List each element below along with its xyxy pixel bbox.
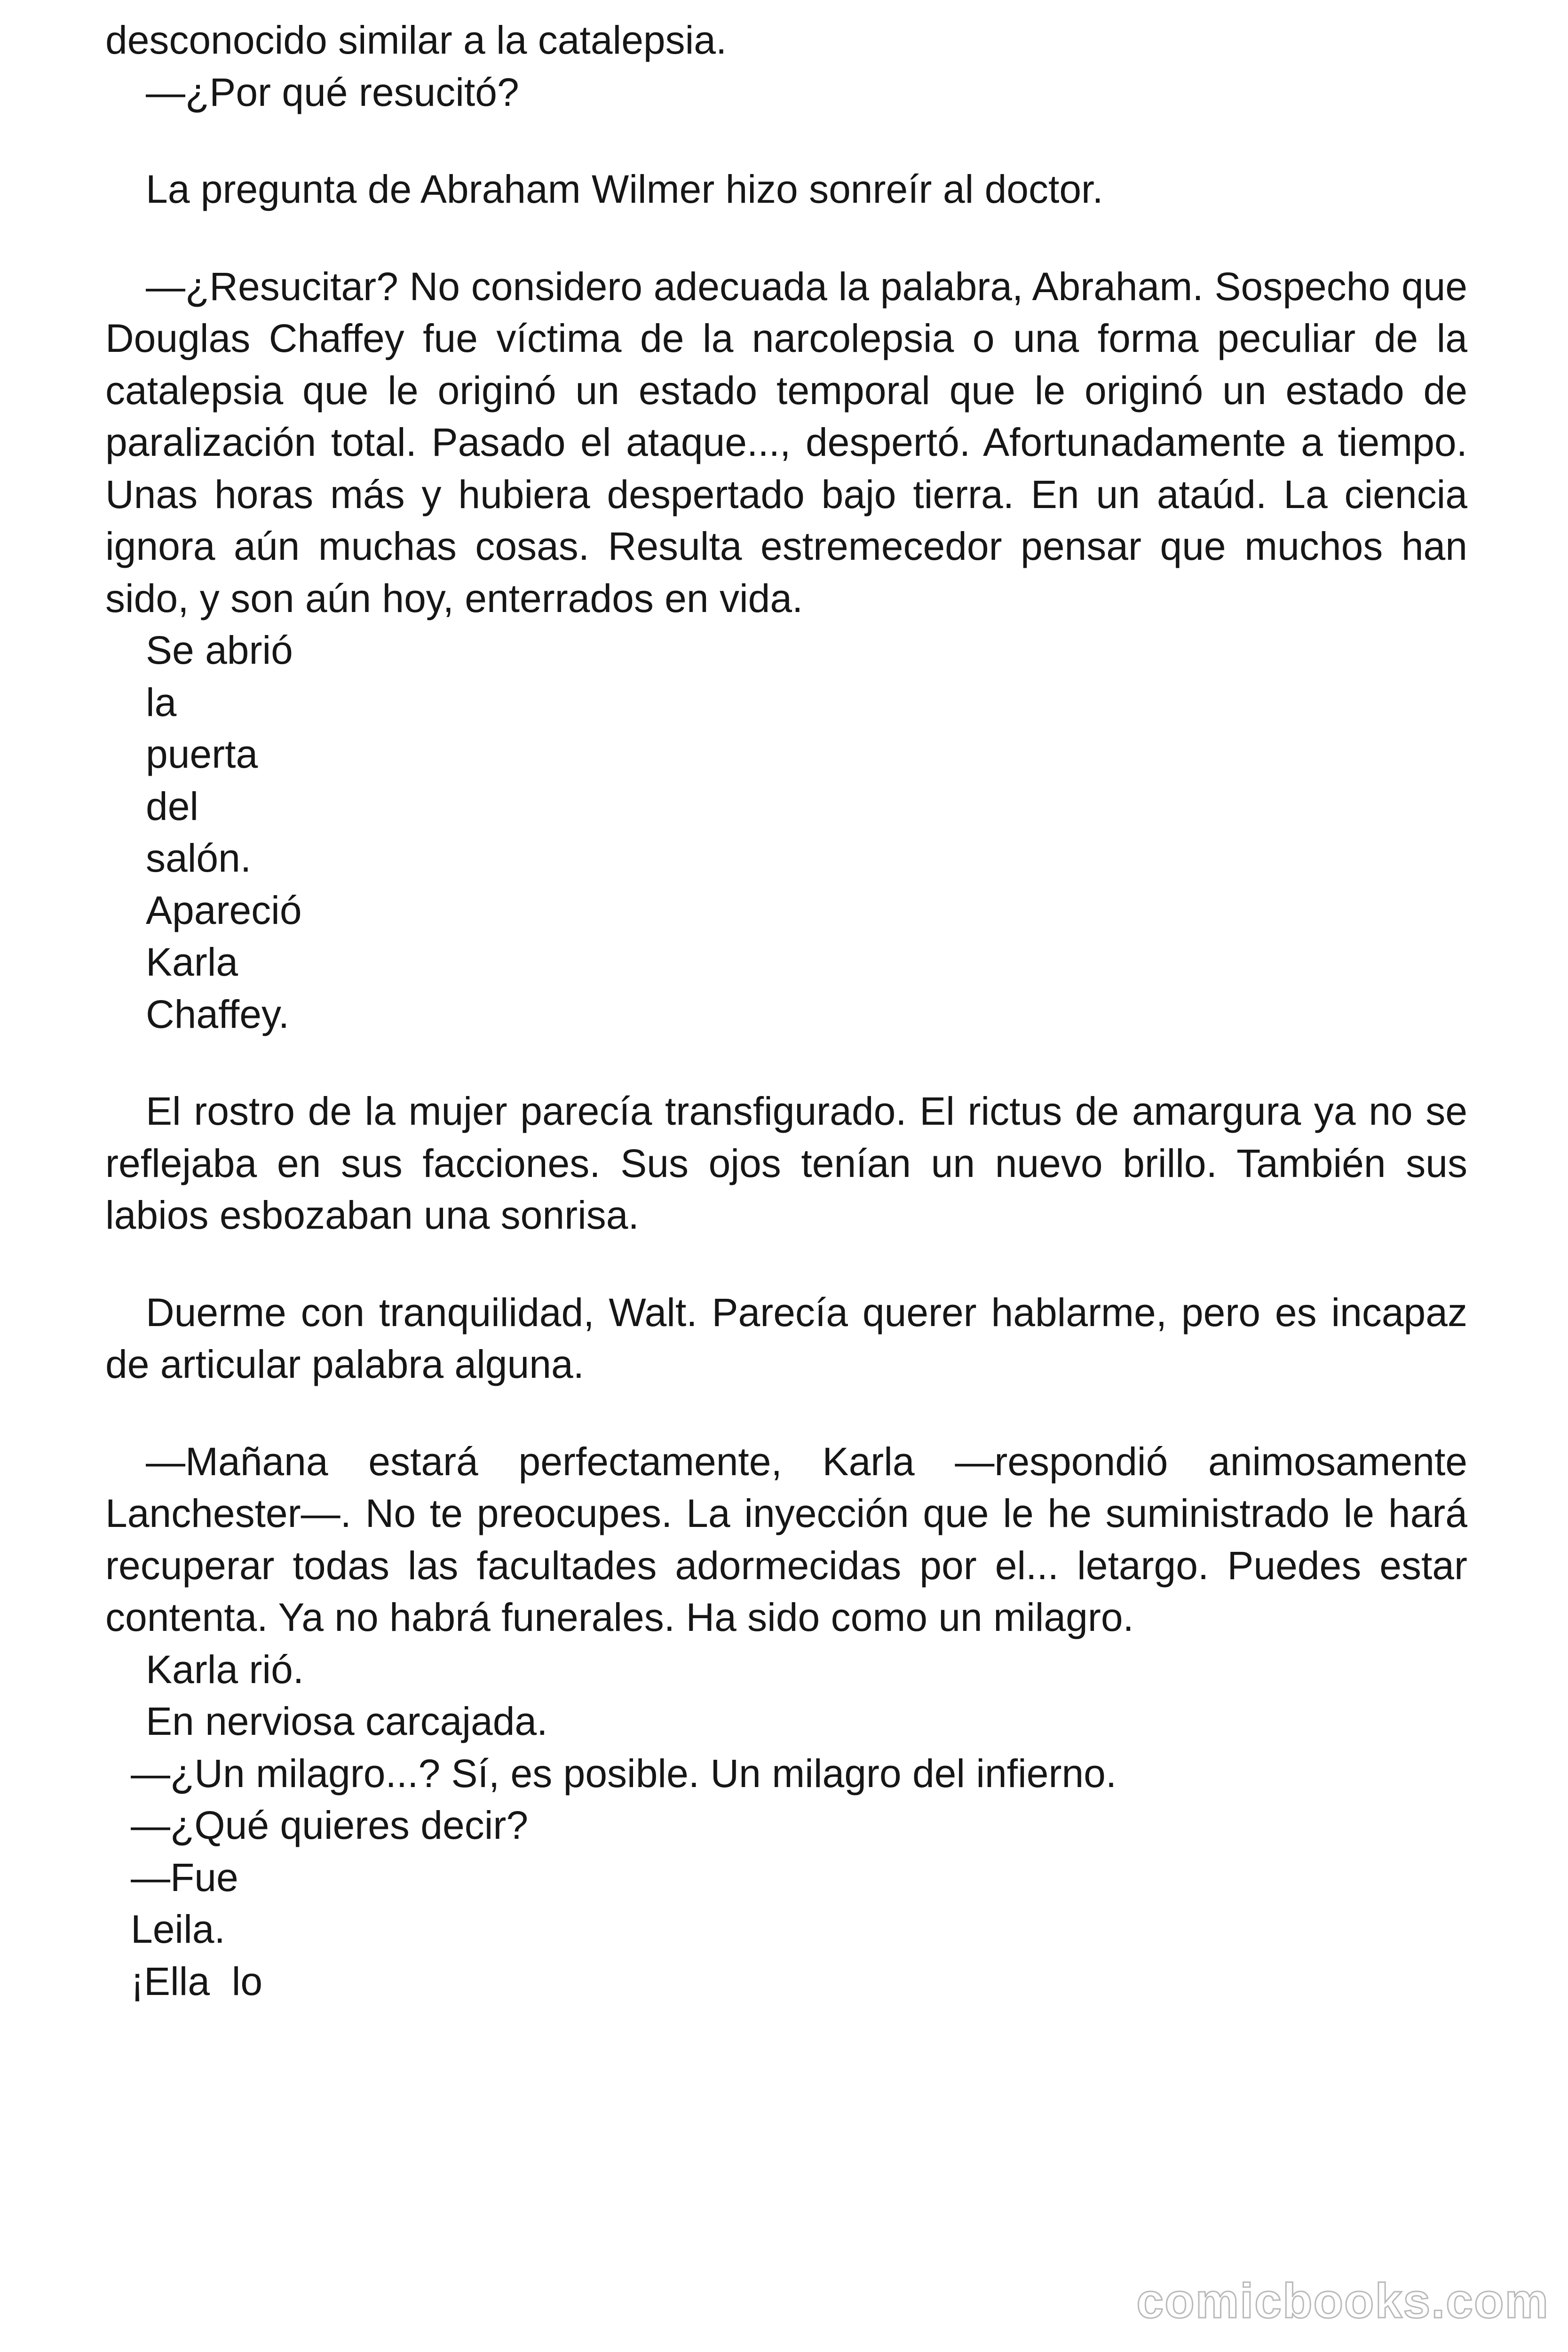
dialogue-line: Leila. xyxy=(131,1907,225,1951)
paragraph-description: El rostro de la mujer parecía transfigurado. El rictus de amargura ya no se reflejaba en sus facciones. Sus ojos tenían un nuevo brillo. También sus labios esbozaban una sonrisa. xyxy=(105,1089,1467,1237)
dialogue-line: —¿Un milagro...? Sí, es posible. Un milagro del infierno. xyxy=(131,1751,1117,1796)
karla-laugh xyxy=(105,1644,1467,1748)
stack-line: Chaffey. xyxy=(146,992,290,1036)
dialogue-line: —Fue xyxy=(131,1855,238,1899)
watermark: comicbooks.com xyxy=(1136,2274,1549,2328)
paragraph-doctor-reply: —¿Resucitar? No considero adecuada la palabra, Abraham. Sospecho que Douglas Chaffey fue víctima de la narcolepsia o una forma peculiar de la catalepsia que le originó un estado temporal que le originó un estado de paralización total. Pasado el ataque..., despertó. Afortunadamente a tiempo. Unas horas más y hubiera despertado bajo tierra. En un ataúd. La ciencia ignora aún muchas cosas. Resulta estremecedor pensar que muchos han sido, y son aún hoy, enterrados en vida. xyxy=(105,264,1467,620)
body-text xyxy=(105,14,1467,2007)
stack-line: salón. xyxy=(146,836,252,880)
paragraph-narration: La pregunta de Abraham Wilmer hizo sonreír al doctor. xyxy=(146,167,1103,211)
stack-line: puerta xyxy=(146,732,258,776)
stack-line: la xyxy=(146,680,177,724)
word-stack xyxy=(105,624,1467,1040)
dialogue-line: —¿Qué quieres decir? xyxy=(131,1803,529,1847)
paragraph-continuation: desconocido similar a la catalepsia. xyxy=(105,18,727,62)
stack-line: Se abrió xyxy=(146,628,293,672)
final-dialogue xyxy=(105,1851,1467,2008)
stack-line: Karla xyxy=(146,940,238,984)
dialogue-line: ¡Ella lo xyxy=(131,1959,263,2003)
paragraph-question: —¿Por qué resucitó? xyxy=(146,70,519,114)
paragraph-lanchester-reply: —Mañana estará perfectamente, Karla —respondió animosamente Lanchester—. No te preocupes. La inyección que le he suministrado le hará recuperar todas las facultades adormecidas por el... letargo. Puedes estar contenta. Ya no habrá funerales. Ha sido como un milagro. xyxy=(105,1439,1467,1639)
paragraph-karla-speech: Duerme con tranquilidad, Walt. Parecía querer hablarme, pero es incapaz de articular palabra alguna. xyxy=(105,1290,1467,1386)
dialogue-block xyxy=(105,1748,1467,1851)
stack-line: En nerviosa carcajada. xyxy=(146,1699,548,1743)
stack-line: Apareció xyxy=(146,888,302,932)
stack-line: del xyxy=(146,784,199,828)
stack-line: Karla rió. xyxy=(146,1647,304,1692)
